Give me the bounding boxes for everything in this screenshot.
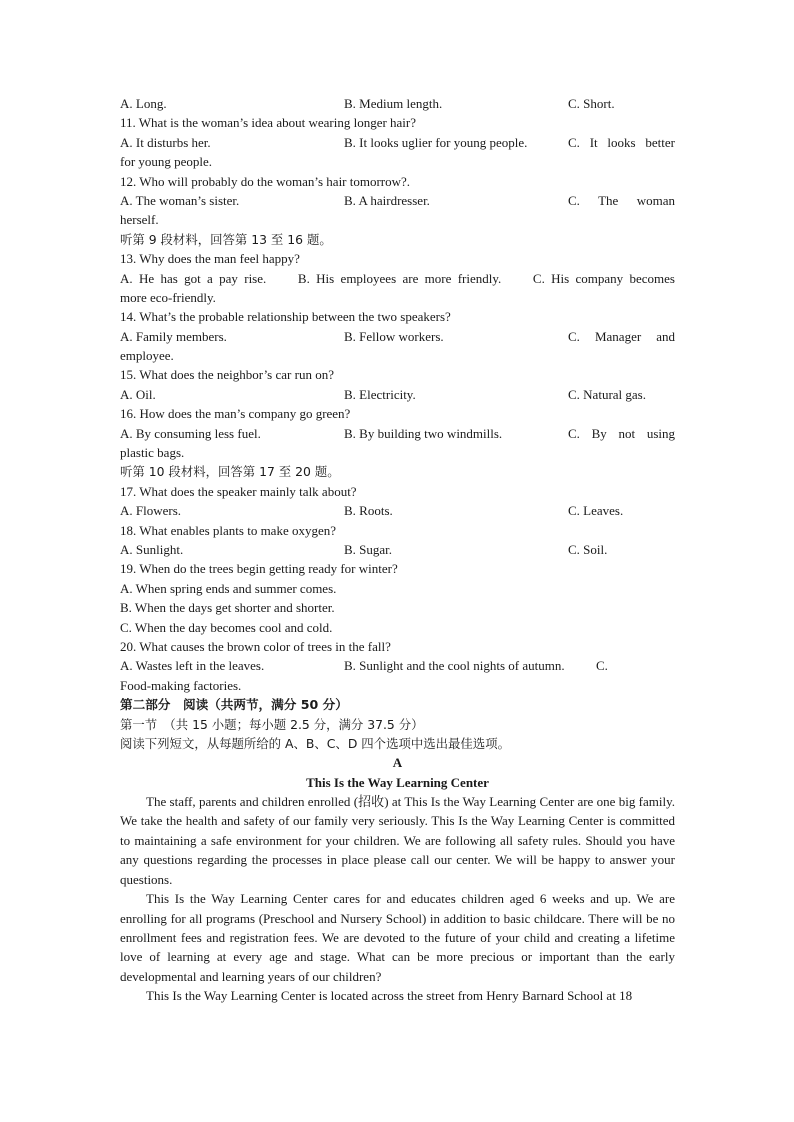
option-b: B. Sugar. bbox=[344, 541, 393, 557]
question-11: 11. What is the woman’s idea about wearing longer hair? bbox=[120, 115, 417, 131]
section-1-title: 第一节 （共 15 小题；每小题 2.5 分，满分 37.5 分） bbox=[120, 716, 424, 732]
q12-options bbox=[120, 191, 675, 210]
option-a: A. Wastes left in the leaves. bbox=[120, 658, 265, 674]
passage-paragraph-3: This Is the Way Learning Center is located across the street from Henry Barnard School at 18 bbox=[146, 988, 633, 1004]
option-c-continued: more eco-friendly. bbox=[120, 289, 216, 305]
option-b: B. It looks uglier for young people. bbox=[344, 134, 528, 150]
option-c: C. Soil. bbox=[568, 541, 608, 557]
passage-paragraph-2: This Is the Way Learning Center cares for and educates children aged 6 weeks and up. We are enrolling for all programs (Preschool and Nursery School) in addition to basic childcare. There will be no enrollment fees and registration fees. We are devoted to the future of your child and creating a lifetime love of learning at every age and stage. What can be more precious or important than the early developmental and learning years of our children? bbox=[120, 891, 675, 984]
question-14: 14. What’s the probable relationship between the two speakers? bbox=[120, 309, 451, 325]
q14-options bbox=[120, 327, 675, 346]
q10-options bbox=[120, 94, 675, 113]
q13-options: A. He has got a pay rise. B. His employees are more friendly. C. His company becomes bbox=[120, 270, 675, 286]
section-10-instruction: 听第 10 段材料，回答第 17 至 20 题。 bbox=[120, 464, 340, 480]
option-c: C. Short. bbox=[568, 96, 615, 111]
q17-options bbox=[120, 501, 675, 520]
option-b: B. Electricity. bbox=[344, 386, 416, 402]
option-b: B. By building two windmills. bbox=[344, 425, 503, 441]
option-b: B. Sunlight and the cool nights of autumn. bbox=[344, 658, 565, 674]
option-a: A. It disturbs her. bbox=[120, 134, 211, 150]
option-a: A. Sunlight. bbox=[120, 541, 184, 557]
option-c: C. The woman bbox=[568, 192, 675, 208]
option-c-continued: Food-making factories. bbox=[120, 677, 242, 693]
option-a: A. Flowers. bbox=[120, 503, 182, 519]
question-13: 13. Why does the man feel happy? bbox=[120, 251, 300, 267]
q20-options bbox=[120, 656, 675, 675]
question-19: 19. When do the trees begin getting ready for winter? bbox=[120, 561, 398, 577]
option-a: A. Family members. bbox=[120, 328, 227, 344]
reading-instruction: 阅读下列短文，从每题所给的 A、B、C、D 四个选项中选出最佳选项。 bbox=[120, 735, 510, 751]
question-16: 16. How does the man’s company go green? bbox=[120, 406, 351, 422]
option-c: C. Leaves. bbox=[568, 503, 624, 519]
option-a: A. The woman’s sister. bbox=[120, 192, 240, 208]
option-c-continued: employee. bbox=[120, 348, 174, 364]
option-a: A. Long. bbox=[120, 96, 167, 111]
option-b: B. When the days get shorter and shorter. bbox=[120, 600, 335, 616]
option-c: C. It looks better bbox=[568, 134, 675, 150]
exam-page bbox=[120, 94, 675, 1006]
passage-title: This Is the Way Learning Center bbox=[306, 774, 489, 790]
option-a: A. By consuming less fuel. bbox=[120, 425, 261, 441]
option-c-continued: herself. bbox=[120, 212, 159, 228]
q11-options bbox=[120, 133, 675, 152]
passage-paragraph-1: The staff, parents and children enrolled (招收) at This Is the Way Learning Center are one big family. We take the health and safety of our family very seriously. This Is the Way Learning Center is committed to maintaining a safe environment for your children. We are following all safety rules. Should you have any questions regarding the processes in place please call our center. We will be happy to answer your questions. bbox=[120, 794, 675, 887]
option-c: C. When the day becomes cool and cold. bbox=[120, 619, 333, 635]
question-18: 18. What enables plants to make oxygen? bbox=[120, 522, 337, 538]
question-12: 12. Who will probably do the woman’s hair tomorrow?. bbox=[120, 173, 411, 189]
option-b: B. Roots. bbox=[344, 503, 393, 519]
question-15: 15. What does the neighbor’s car run on? bbox=[120, 367, 334, 383]
question-17: 17. What does the speaker mainly talk about? bbox=[120, 483, 357, 499]
option-c: C. bbox=[596, 658, 608, 674]
option-a: A. When spring ends and summer comes. bbox=[120, 580, 337, 596]
q16-options bbox=[120, 424, 675, 443]
option-c: C. Natural gas. bbox=[568, 386, 646, 402]
part-2-title: 第二部分 阅读（共两节，满分 50 分） bbox=[120, 697, 348, 713]
option-b: B. Medium length. bbox=[344, 96, 443, 111]
q15-options bbox=[120, 385, 675, 404]
section-9-instruction: 听第 9 段材料，回答第 13 至 16 题。 bbox=[120, 231, 332, 247]
option-b: B. A hairdresser. bbox=[344, 192, 430, 208]
question-20: 20. What causes the brown color of trees in the fall? bbox=[120, 638, 391, 654]
option-c-continued: for young people. bbox=[120, 154, 213, 170]
option-b: B. Fellow workers. bbox=[344, 328, 444, 344]
passage-letter: A bbox=[392, 755, 403, 771]
q18-options bbox=[120, 540, 675, 559]
option-c-continued: plastic bags. bbox=[120, 445, 185, 461]
option-c: C. Manager and bbox=[568, 328, 675, 344]
option-c: C. By not using bbox=[568, 425, 675, 441]
option-a: A. Oil. bbox=[120, 386, 156, 402]
